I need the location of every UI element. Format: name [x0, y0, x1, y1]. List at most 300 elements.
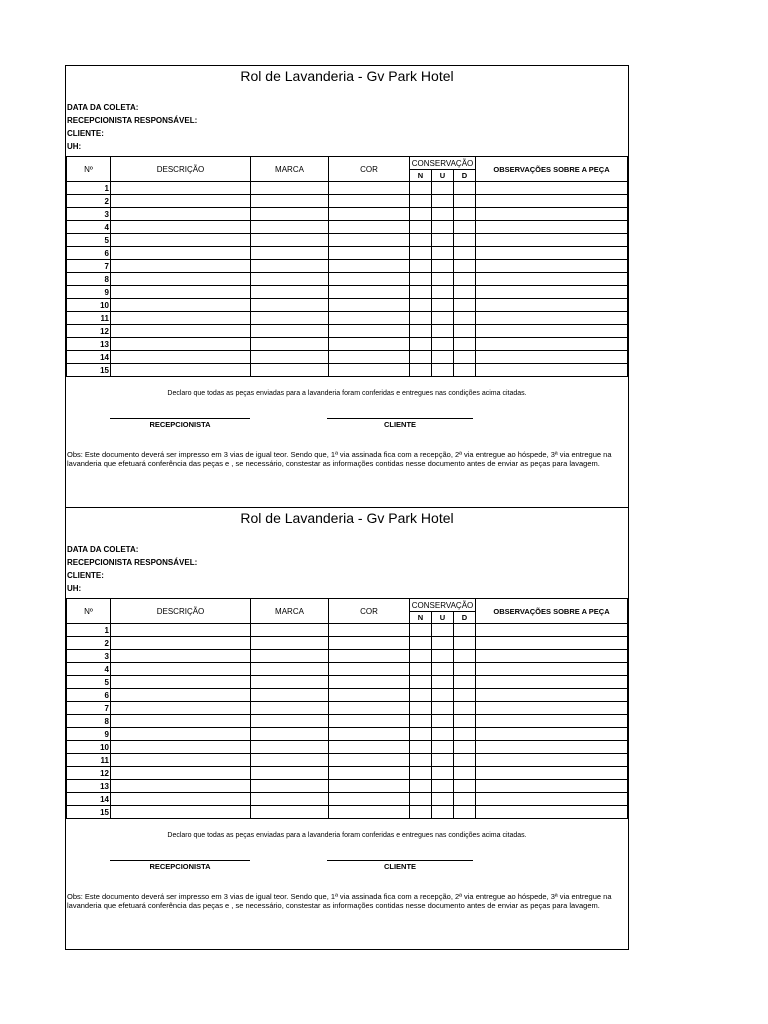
table-cell	[454, 260, 476, 273]
table-cell	[454, 208, 476, 221]
form-fields	[66, 101, 628, 153]
table-cell	[329, 702, 410, 715]
table-cell	[454, 182, 476, 195]
table-row	[67, 767, 628, 780]
table-cell	[410, 299, 432, 312]
row-number: 6	[67, 247, 111, 260]
table-cell	[329, 299, 410, 312]
table-row	[67, 702, 628, 715]
table-cell	[410, 234, 432, 247]
table-row	[67, 793, 628, 806]
table-cell	[111, 650, 251, 663]
signatures	[66, 418, 628, 444]
table-cell	[251, 676, 329, 689]
table-cell	[410, 312, 432, 325]
table-cell	[329, 338, 410, 351]
row-number: 13	[67, 338, 111, 351]
row-number: 9	[67, 728, 111, 741]
table-cell	[476, 650, 628, 663]
col-conservacao: CONSERVAÇÃO	[410, 157, 476, 170]
table-cell	[329, 689, 410, 702]
table-cell	[454, 624, 476, 637]
table-cell	[432, 780, 454, 793]
row-number: 2	[67, 637, 111, 650]
table-cell	[329, 195, 410, 208]
table-cell	[329, 741, 410, 754]
table-cell	[251, 273, 329, 286]
table-cell	[329, 663, 410, 676]
table-cell	[329, 364, 410, 377]
table-cell	[454, 221, 476, 234]
col-numero: Nº	[67, 157, 111, 182]
table-cell	[329, 728, 410, 741]
col-numero: Nº	[67, 599, 111, 624]
table-cell	[454, 351, 476, 364]
table-row	[67, 351, 628, 364]
col-descricao: DESCRIÇÃO	[111, 599, 251, 624]
col-d: D	[454, 170, 476, 182]
table-cell	[251, 624, 329, 637]
table-cell	[432, 689, 454, 702]
table-cell	[476, 247, 628, 260]
table-cell	[251, 195, 329, 208]
table-cell	[111, 676, 251, 689]
laundry-table	[66, 156, 628, 377]
table-cell	[454, 286, 476, 299]
row-number: 14	[67, 793, 111, 806]
table-row	[67, 286, 628, 299]
table-cell	[476, 637, 628, 650]
table-row	[67, 234, 628, 247]
row-number: 7	[67, 260, 111, 273]
table-cell	[111, 741, 251, 754]
table-cell	[476, 338, 628, 351]
signature-cliente: CLIENTE	[327, 418, 473, 430]
table-cell	[410, 260, 432, 273]
table-cell	[410, 806, 432, 819]
table-cell	[432, 182, 454, 195]
row-number: 10	[67, 299, 111, 312]
table-cell	[432, 351, 454, 364]
table-cell	[454, 663, 476, 676]
table-cell	[329, 780, 410, 793]
col-conservacao: CONSERVAÇÃO	[410, 599, 476, 612]
form-title: Rol de Lavanderia - Gv Park Hotel	[240, 68, 454, 84]
table-cell	[410, 247, 432, 260]
table-row	[67, 312, 628, 325]
row-number: 5	[67, 676, 111, 689]
table-cell	[251, 689, 329, 702]
table-cell	[432, 624, 454, 637]
table-cell	[111, 351, 251, 364]
table-cell	[454, 299, 476, 312]
table-row	[67, 299, 628, 312]
table-cell	[432, 286, 454, 299]
table-row	[67, 247, 628, 260]
col-u: U	[432, 170, 454, 182]
table-body	[67, 624, 628, 819]
table-cell	[111, 208, 251, 221]
table-cell	[329, 793, 410, 806]
row-number: 10	[67, 741, 111, 754]
table-cell	[476, 195, 628, 208]
table-cell	[111, 221, 251, 234]
table-cell	[454, 312, 476, 325]
table-cell	[251, 650, 329, 663]
obs-note: Obs: Este documento deverá ser impresso em 3 vias de igual teor. Sendo que, 1ª via assinada fica com a recepção, 2ª via entregue ao hóspede, 3ª via entregue na lavanderia que efetuará conferência das peças e , se necessário, constestar as informações contidas nesse documento antes de enviar as peças para lavagem.	[67, 450, 612, 468]
table-cell	[251, 351, 329, 364]
declaration: Declaro que todas as peças enviadas para a lavanderia foram conferidas e entregues nas condições acima citadas.	[167, 390, 527, 397]
table-cell	[111, 325, 251, 338]
table-cell	[410, 182, 432, 195]
table-row	[67, 754, 628, 767]
table-row	[67, 780, 628, 793]
row-number: 11	[67, 312, 111, 325]
table-cell	[432, 273, 454, 286]
table-cell	[251, 637, 329, 650]
row-number: 4	[67, 663, 111, 676]
table-cell	[432, 195, 454, 208]
table-row	[67, 741, 628, 754]
row-number: 5	[67, 234, 111, 247]
row-number: 1	[67, 624, 111, 637]
row-number: 3	[67, 650, 111, 663]
table-cell	[410, 650, 432, 663]
table-cell	[432, 260, 454, 273]
table-cell	[329, 273, 410, 286]
table-cell	[111, 195, 251, 208]
table-cell	[476, 806, 628, 819]
table-cell	[454, 689, 476, 702]
field-cliente: CLIENTE:	[67, 571, 104, 580]
table-cell	[329, 247, 410, 260]
obs-note: Obs: Este documento deverá ser impresso em 3 vias de igual teor. Sendo que, 1ª via assinada fica com a recepção, 2ª via entregue ao hóspede, 3ª via entregue na lavanderia que efetuará conferência das peças e , se necessário, constestar as informações contidas nesse documento antes de enviar as peças para lavagem.	[67, 892, 612, 910]
table-cell	[329, 351, 410, 364]
signature-recepcionista: RECEPCIONISTA	[110, 418, 250, 430]
table-cell	[251, 663, 329, 676]
form-title: Rol de Lavanderia - Gv Park Hotel	[240, 510, 454, 526]
table-cell	[476, 364, 628, 377]
table-cell	[111, 754, 251, 767]
table-cell	[476, 286, 628, 299]
table-cell	[454, 338, 476, 351]
table-cell	[454, 637, 476, 650]
row-number: 12	[67, 325, 111, 338]
row-number: 1	[67, 182, 111, 195]
table-cell	[410, 351, 432, 364]
table-cell	[329, 806, 410, 819]
table-row	[67, 715, 628, 728]
table-cell	[476, 182, 628, 195]
table-cell	[410, 754, 432, 767]
table-cell	[251, 780, 329, 793]
table-cell	[432, 702, 454, 715]
table-cell	[432, 221, 454, 234]
table-cell	[251, 299, 329, 312]
table-cell	[111, 312, 251, 325]
field-data-coleta: DATA DA COLETA:	[67, 545, 139, 554]
col-n: N	[410, 170, 432, 182]
table-cell	[454, 273, 476, 286]
table-cell	[329, 676, 410, 689]
signatures	[66, 860, 628, 886]
table-cell	[432, 364, 454, 377]
col-d: D	[454, 612, 476, 624]
table-cell	[111, 728, 251, 741]
table-cell	[251, 715, 329, 728]
table-cell	[432, 208, 454, 221]
table-cell	[251, 182, 329, 195]
table-cell	[432, 715, 454, 728]
table-cell	[111, 637, 251, 650]
table-cell	[454, 676, 476, 689]
table-cell	[476, 676, 628, 689]
table-cell	[111, 234, 251, 247]
table-row	[67, 624, 628, 637]
table-cell	[476, 273, 628, 286]
table-cell	[410, 702, 432, 715]
table-cell	[432, 728, 454, 741]
table-cell	[329, 221, 410, 234]
table-cell	[329, 182, 410, 195]
table-cell	[410, 663, 432, 676]
table-cell	[251, 767, 329, 780]
field-recepcionista: RECEPCIONISTA RESPONSÁVEL:	[67, 116, 198, 125]
table-row	[67, 195, 628, 208]
table-cell	[432, 325, 454, 338]
row-number: 3	[67, 208, 111, 221]
table-cell	[476, 221, 628, 234]
table-row	[67, 182, 628, 195]
table-cell	[410, 273, 432, 286]
row-number: 2	[67, 195, 111, 208]
table-cell	[410, 767, 432, 780]
table-cell	[476, 793, 628, 806]
table-cell	[432, 793, 454, 806]
table-cell	[454, 793, 476, 806]
table-cell	[410, 780, 432, 793]
laundry-form-1	[65, 65, 629, 508]
table-cell	[432, 806, 454, 819]
table-cell	[454, 195, 476, 208]
table-cell	[329, 234, 410, 247]
row-number: 14	[67, 351, 111, 364]
table-cell	[410, 793, 432, 806]
row-number: 15	[67, 364, 111, 377]
table-cell	[251, 260, 329, 273]
field-uh: UH:	[67, 142, 82, 151]
table-cell	[476, 754, 628, 767]
table-cell	[476, 208, 628, 221]
table-cell	[454, 741, 476, 754]
table-cell	[251, 234, 329, 247]
table-cell	[454, 325, 476, 338]
table-cell	[476, 624, 628, 637]
table-cell	[476, 728, 628, 741]
table-cell	[454, 780, 476, 793]
signature-recepcionista: RECEPCIONISTA	[110, 860, 250, 872]
row-number: 8	[67, 715, 111, 728]
table-cell	[410, 221, 432, 234]
table-cell	[111, 624, 251, 637]
table-cell	[476, 715, 628, 728]
table-cell	[251, 793, 329, 806]
signature-cliente: CLIENTE	[327, 860, 473, 872]
table-cell	[476, 689, 628, 702]
table-cell	[410, 728, 432, 741]
table-cell	[454, 247, 476, 260]
table-row	[67, 273, 628, 286]
table-cell	[329, 637, 410, 650]
table-cell	[251, 754, 329, 767]
table-cell	[410, 325, 432, 338]
table-cell	[454, 767, 476, 780]
table-cell	[432, 754, 454, 767]
table-cell	[111, 182, 251, 195]
table-cell	[111, 338, 251, 351]
table-cell	[432, 767, 454, 780]
table-cell	[410, 364, 432, 377]
table-row	[67, 260, 628, 273]
table-cell	[432, 234, 454, 247]
row-number: 4	[67, 221, 111, 234]
table-cell	[432, 312, 454, 325]
col-cor: COR	[329, 157, 410, 182]
table-cell	[454, 806, 476, 819]
table-cell	[454, 728, 476, 741]
table-cell	[432, 637, 454, 650]
table-cell	[251, 247, 329, 260]
field-cliente: CLIENTE:	[67, 129, 104, 138]
table-cell	[111, 715, 251, 728]
table-row	[67, 325, 628, 338]
table-cell	[410, 286, 432, 299]
table-cell	[251, 806, 329, 819]
table-row	[67, 676, 628, 689]
table-cell	[329, 767, 410, 780]
table-cell	[111, 689, 251, 702]
table-cell	[476, 351, 628, 364]
table-cell	[476, 780, 628, 793]
table-cell	[476, 767, 628, 780]
table-cell	[454, 650, 476, 663]
table-cell	[111, 273, 251, 286]
table-cell	[410, 637, 432, 650]
table-cell	[432, 247, 454, 260]
row-number: 6	[67, 689, 111, 702]
table-cell	[432, 663, 454, 676]
table-cell	[251, 728, 329, 741]
table-row	[67, 728, 628, 741]
table-cell	[251, 286, 329, 299]
table-cell	[329, 650, 410, 663]
declaration: Declaro que todas as peças enviadas para a lavanderia foram conferidas e entregues nas condições acima citadas.	[167, 832, 527, 839]
field-data-coleta: DATA DA COLETA:	[67, 103, 139, 112]
table-cell	[410, 741, 432, 754]
table-cell	[251, 364, 329, 377]
table-cell	[251, 702, 329, 715]
table-cell	[111, 806, 251, 819]
table-cell	[111, 260, 251, 273]
table-cell	[329, 286, 410, 299]
table-cell	[476, 312, 628, 325]
table-row	[67, 221, 628, 234]
table-cell	[432, 676, 454, 689]
table-cell	[251, 312, 329, 325]
table-cell	[329, 754, 410, 767]
table-cell	[410, 715, 432, 728]
table-cell	[476, 299, 628, 312]
row-number: 8	[67, 273, 111, 286]
col-u: U	[432, 612, 454, 624]
col-observacoes: OBSERVAÇÕES SOBRE A PEÇA	[476, 157, 628, 182]
table-cell	[476, 325, 628, 338]
laundry-table	[66, 598, 628, 819]
table-cell	[476, 234, 628, 247]
table-cell	[251, 325, 329, 338]
row-number: 11	[67, 754, 111, 767]
field-recepcionista: RECEPCIONISTA RESPONSÁVEL:	[67, 558, 198, 567]
table-cell	[329, 312, 410, 325]
row-number: 9	[67, 286, 111, 299]
table-cell	[111, 663, 251, 676]
table-cell	[432, 299, 454, 312]
col-marca: MARCA	[251, 599, 329, 624]
table-row	[67, 208, 628, 221]
table-cell	[476, 702, 628, 715]
table-cell	[111, 299, 251, 312]
table-cell	[251, 741, 329, 754]
col-observacoes: OBSERVAÇÕES SOBRE A PEÇA	[476, 599, 628, 624]
table-row	[67, 637, 628, 650]
table-cell	[111, 702, 251, 715]
table-cell	[329, 260, 410, 273]
table-cell	[454, 715, 476, 728]
table-cell	[432, 741, 454, 754]
row-number: 15	[67, 806, 111, 819]
table-row	[67, 806, 628, 819]
table-cell	[410, 676, 432, 689]
table-cell	[329, 715, 410, 728]
table-cell	[329, 624, 410, 637]
table-cell	[454, 702, 476, 715]
laundry-form-2	[65, 507, 629, 950]
field-uh: UH:	[67, 584, 82, 593]
table-cell	[476, 741, 628, 754]
table-cell	[454, 754, 476, 767]
row-number: 7	[67, 702, 111, 715]
table-cell	[329, 325, 410, 338]
table-row	[67, 650, 628, 663]
table-row	[67, 663, 628, 676]
table-cell	[329, 208, 410, 221]
table-body	[67, 182, 628, 377]
table-cell	[251, 221, 329, 234]
table-cell	[454, 234, 476, 247]
col-n: N	[410, 612, 432, 624]
col-cor: COR	[329, 599, 410, 624]
table-cell	[111, 247, 251, 260]
table-cell	[410, 195, 432, 208]
form-fields	[66, 543, 628, 595]
table-cell	[251, 338, 329, 351]
table-cell	[410, 208, 432, 221]
table-cell	[111, 364, 251, 377]
table-cell	[410, 338, 432, 351]
table-cell	[476, 260, 628, 273]
table-cell	[111, 286, 251, 299]
table-cell	[410, 624, 432, 637]
